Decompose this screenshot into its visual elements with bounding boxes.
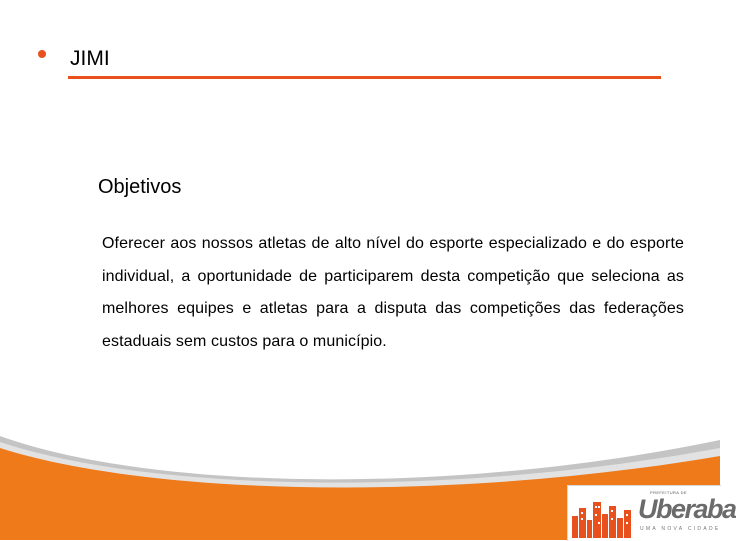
section-heading: Objetivos [98,176,182,198]
body-paragraph: Oferecer aos nossos atletas de alto nível do esporte especializado e do esporte individual, a oportunidade de participarem desta competição que seleciona as melhores equipes e atletas para a disputa das competições das federações estaduais sem custos para o município. [102,235,684,350]
logo-wordmark: Uberaba [638,494,736,524]
slide-title: JIMI [70,47,110,70]
logo-tagline: UMA NOVA CIDADE [640,526,721,532]
city-skyline-icon [570,498,636,538]
uberaba-logo [567,485,736,541]
title-underline [68,76,661,79]
title-bullet [38,50,46,58]
logo-prefix: PREFEITURA DE [650,490,687,495]
